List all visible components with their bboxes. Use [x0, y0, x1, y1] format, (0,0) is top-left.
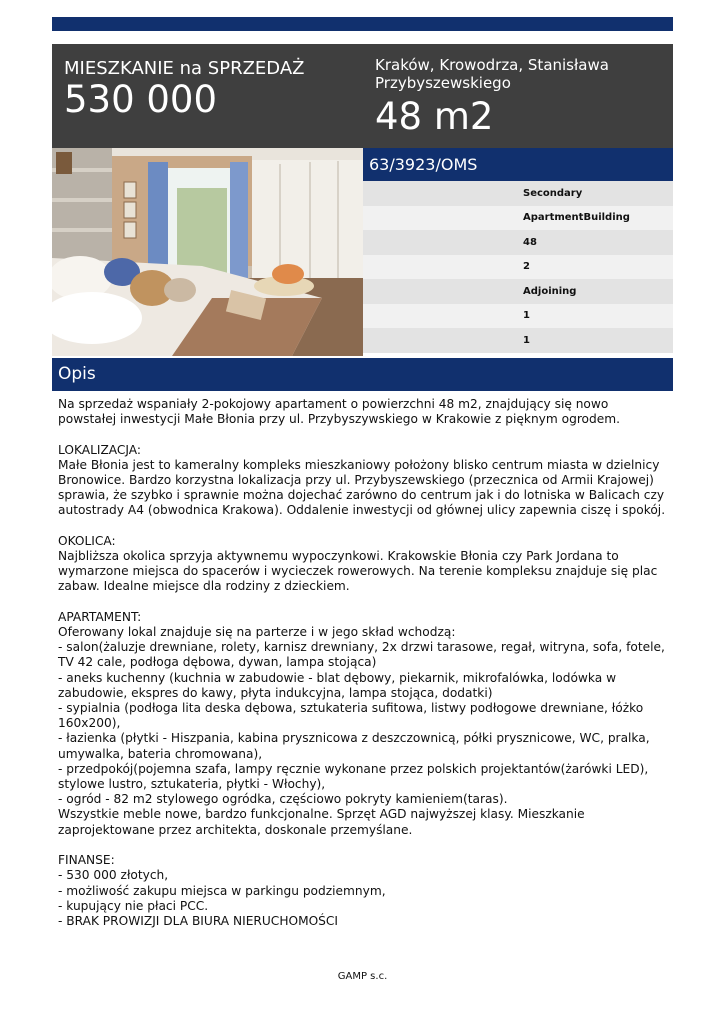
- area: 48 m2: [375, 95, 494, 138]
- attribute-value: Adjoining: [523, 285, 577, 297]
- property-photo: [52, 148, 363, 356]
- attribute-row: [363, 304, 673, 329]
- attribute-row: [363, 206, 673, 231]
- attribute-value: 48: [523, 236, 537, 248]
- location: Kraków, Krowodrza, Stanisława Przybyszewskiego: [375, 56, 609, 92]
- description-heading-bar: [52, 358, 673, 391]
- attribute-value: Secondary: [523, 187, 583, 199]
- offer-type: MIESZKANIE na SPRZEDAŻ: [64, 58, 305, 79]
- attribute-row: [363, 181, 673, 206]
- attribute-row: [363, 328, 673, 353]
- attribute-value: 1: [523, 310, 530, 322]
- location-header: [363, 44, 673, 148]
- attribute-row: [363, 255, 673, 280]
- description-text: Na sprzedaż wspaniały 2-pokojowy apartament o powierzchni 48 m2, znajdujący się nowo powstałej inwestycji Małe Błonia przy ul. Przybyszywskiego w Krakowie z pięknym ogrodem. LOKALIZACJA: Małe Błonia jest to kameralny kompleks mieszkaniowy położony blisko centrum miasta w dzielnicy Bronowice. Bardzo korzystna lokalizacja przy ul. Przybyszewskiego (przecznica od Armii Krajowej) sprawia, że szybko i sprawnie można dojechać zarówno do centrum jak i do lotniska w Balicach czy autostrady A4 (obwodnica Krakowa). Oddalenie inwestycji od głównej ulicy zapewnia ciszę i spokój. OKOLICA: Najbliższa okolica sprzyja aktywnemu wypoczynkowi. Krakowskie Błonia czy Park Jordana to wymarzone miejsca do spacerów i wycieczek rowerowych. Na terenie kompleksu znajduje się plac zabaw. Idealne miejsce dla rodziny z dzieckiem. APARTAMENT: Oferowany lokal znajduje się na parterze i w jego skład wchodzą: - salon(żaluzje drewniane, rolety, karnisz drewniany, 2x drzwi tarasowe, regał, witryna, sofa, fotele, TV 42 cale, podłoga dębowa, dywan, lampa stojąca) - aneks kuchenny (kuchnia w zabudowie - blat dębowy, piekarnik, mikrofalówka, lodówka w zabudowie, ekspres do kawy, płyta indukcyjna, lampa stojąca, dodatki) - sypialnia (podłoga lita deska dębowa, sztukateria sufitowa, listwy podłogowe drewniane, łóżko 160x200), - łazienka (płytki - Hiszpania, kabina prysznicowa z deszczownicą, półki prysznicowe, WC, pralka, umywalka, bateria chromowana), - przedpokój(pojemna szafa, lampy ręcznie wykonane przez polskich projektantów(żarówki LED), stylowe lustro, sztukateria, płytki - Włochy), - ogród - 82 m2 stylowego ogródka, częściowo pokryty kamieniem(taras). Wszystkie meble nowe, bardzo funkcjonalne. Sprzęt AGD najwyższej klasy. Mieszkanie zaprojektowane przez architekta, doskonale przemyślane. FINANSE: - 530 000 złotych, - możliwość zakupu miejsca w parkingu podziemnym, - kupujący nie płaci PCC. - BRAK PROWIZJI DLA BIURA NIERUCHOMOŚCI: [58, 397, 666, 928]
- price: 530 000: [64, 78, 218, 121]
- attributes-table: [363, 181, 673, 353]
- description-heading: Opis: [58, 364, 96, 384]
- attribute-value: 2: [523, 261, 530, 273]
- price-header: [52, 44, 363, 148]
- reference-number: 63/3923/OMS: [369, 155, 478, 174]
- footer-company: GAMP s.c.: [337, 971, 388, 982]
- attribute-row: [363, 230, 673, 255]
- reference-number-bar: [363, 148, 673, 181]
- attribute-value: 1: [523, 334, 530, 346]
- bedroom-photo: [52, 148, 363, 356]
- top-accent-bar: [52, 17, 673, 31]
- attribute-row: [363, 279, 673, 304]
- attribute-value: ApartmentBuilding: [523, 212, 630, 224]
